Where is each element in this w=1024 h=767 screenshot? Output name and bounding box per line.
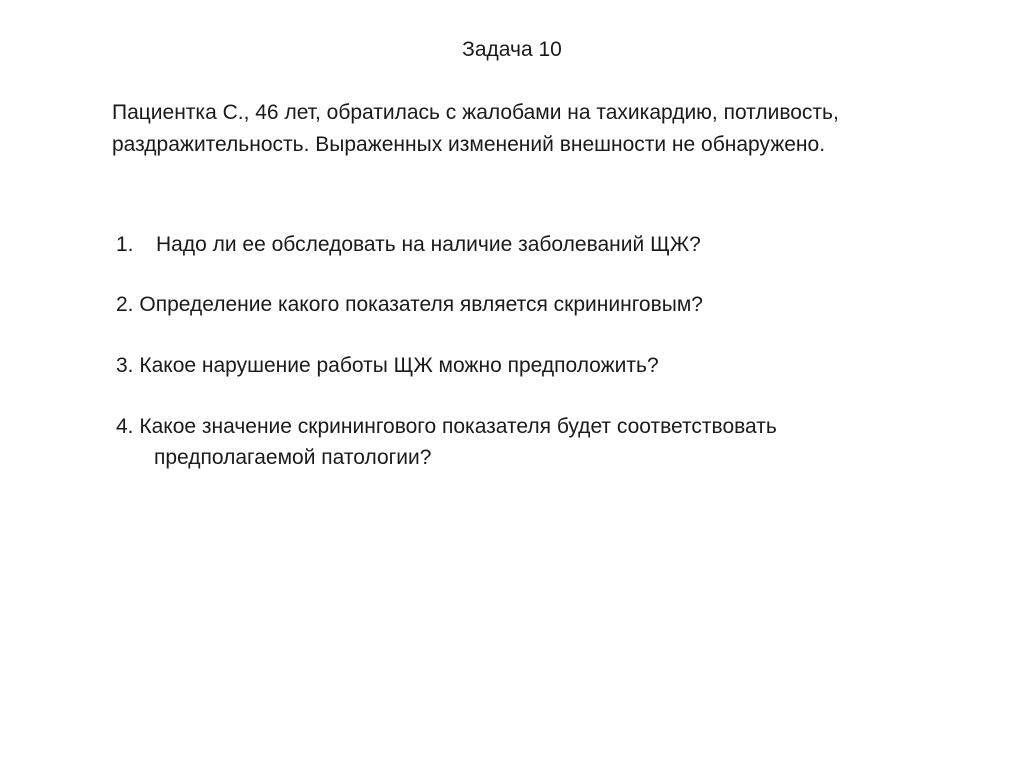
question-2 <box>116 289 936 320</box>
question-1 <box>116 229 936 260</box>
case-description-line-1: Пациентка С., 46 лет, обратилась с жалобами на тахикардию, потливость, <box>112 101 839 124</box>
question-4-continuation: предполагаемой патологии? <box>154 446 432 469</box>
question-3 <box>116 350 936 381</box>
slide-title: Задача 10 <box>462 38 562 61</box>
question-2-text: Определение какого показателя является скрининговым? <box>139 293 703 316</box>
question-2-number: 2. <box>116 293 134 316</box>
case-description-line-2: раздражительность. Выраженных изменений внешности не обнаружено. <box>112 133 826 156</box>
question-4 <box>116 411 936 473</box>
question-3-number: 3. <box>116 354 134 377</box>
case-description <box>112 97 972 161</box>
question-1-number: 1. <box>116 233 134 256</box>
question-4-number: 4. <box>116 415 134 438</box>
question-1-text: Надо ли ее обследовать на наличие заболеваний ЩЖ? <box>156 233 701 256</box>
question-3-text: Какое нарушение работы ЩЖ можно предположить? <box>139 354 659 377</box>
question-4-text: Какое значение скринингового показателя будет соответствовать <box>139 415 777 438</box>
